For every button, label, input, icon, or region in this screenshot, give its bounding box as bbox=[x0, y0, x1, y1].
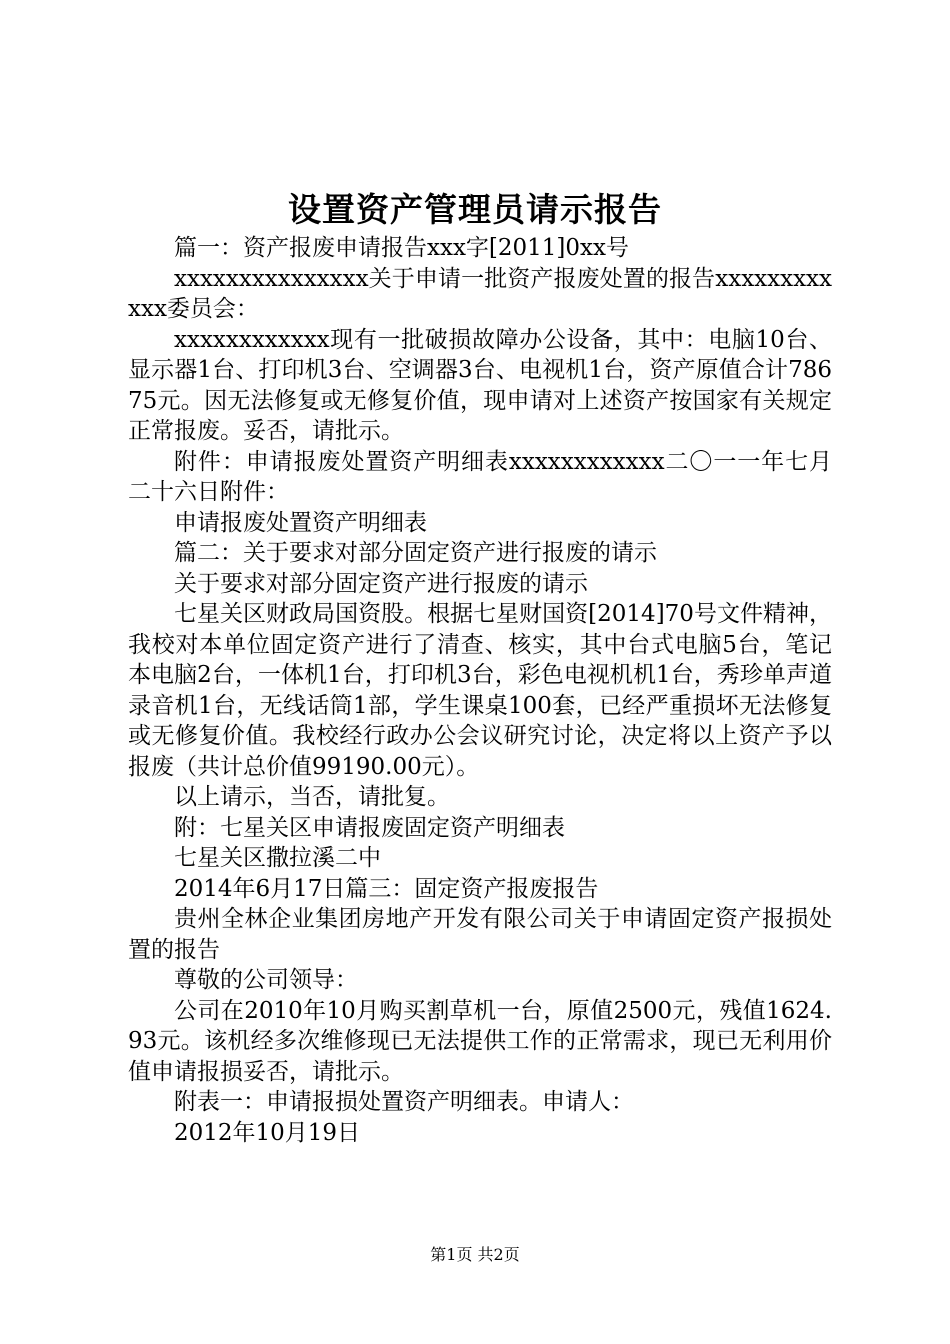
paragraph: xxxxxxxxxxxx现有一批破损故障办公设备，其中：电脑10台、显示器1台、打印机3台、空调器3台、电视机1台，资产原值合计78675元。因无法修复或无修复价值，现申请对上述资产按国家有关规定正常报废。妥否，请批示。 bbox=[128, 326, 832, 444]
paragraph: 贵州全林企业集团房地产开发有限公司关于申请固定资产报损处置的报告 bbox=[128, 906, 832, 963]
document-title: 设置资产管理员请示报告 bbox=[288, 190, 662, 229]
paragraph: 附：七星关区申请报废固定资产明细表 bbox=[174, 814, 565, 841]
page-footer: 第1页 共2页 bbox=[430, 1245, 520, 1264]
paragraph: 尊敬的公司领导： bbox=[174, 967, 358, 993]
paragraph: 七星关区撒拉溪二中 bbox=[174, 845, 381, 871]
paragraph: 以上请示，当否，请批复。 bbox=[174, 784, 450, 810]
paragraph: 附表一：申请报损处置资产明细表。申请人： bbox=[174, 1089, 634, 1115]
paragraph: 篇一：资产报废申请报告xxx字[2011]0xx号 bbox=[174, 235, 629, 261]
paragraph: 公司在2010年10月购买割草机一台，原值2500元，残值1624.93元。该机经多次维修现已无法提供工作的正常需求，现已无利用价值申请报损妥否，请批示。 bbox=[128, 997, 832, 1085]
paragraph: 篇二：关于要求对部分固定资产进行报废的请示 bbox=[174, 540, 657, 566]
paragraph: 附件：申请报废处置资产明细表xxxxxxxxxxxx二〇一一年七月二十六日附件： bbox=[128, 448, 832, 505]
paragraph: 关于要求对部分固定资产进行报废的请示 bbox=[174, 570, 588, 597]
paragraph: 2014年6月17日篇三：固定资产报废报告 bbox=[174, 875, 599, 902]
paragraph: 2012年10月19日 bbox=[174, 1119, 361, 1146]
paragraph: 七星关区财政局国资股。根据七星财国资[2014]70号文件精神，我校对本单位固定资产进行了清查、核实，其中台式电脑5台，笔记本电脑2台，一体机1台，打印机3台，彩色电视机机1台，秀珍单声道录音机1台，无线话筒1部，学生课桌100套，已经严重损坏无法修复或无修复价值。我校经行政办公会议研究讨论，决定将以上资产予以报废（共计总价值99190.00元）。 bbox=[128, 601, 832, 780]
paragraph: 申请报废处置资产明细表 bbox=[174, 509, 427, 536]
paragraph: xxxxxxxxxxxxxxx关于申请一批资产报废处置的报告xxxxxxxxxxxx委员会： bbox=[128, 265, 832, 322]
document-body bbox=[128, 233, 832, 1148]
